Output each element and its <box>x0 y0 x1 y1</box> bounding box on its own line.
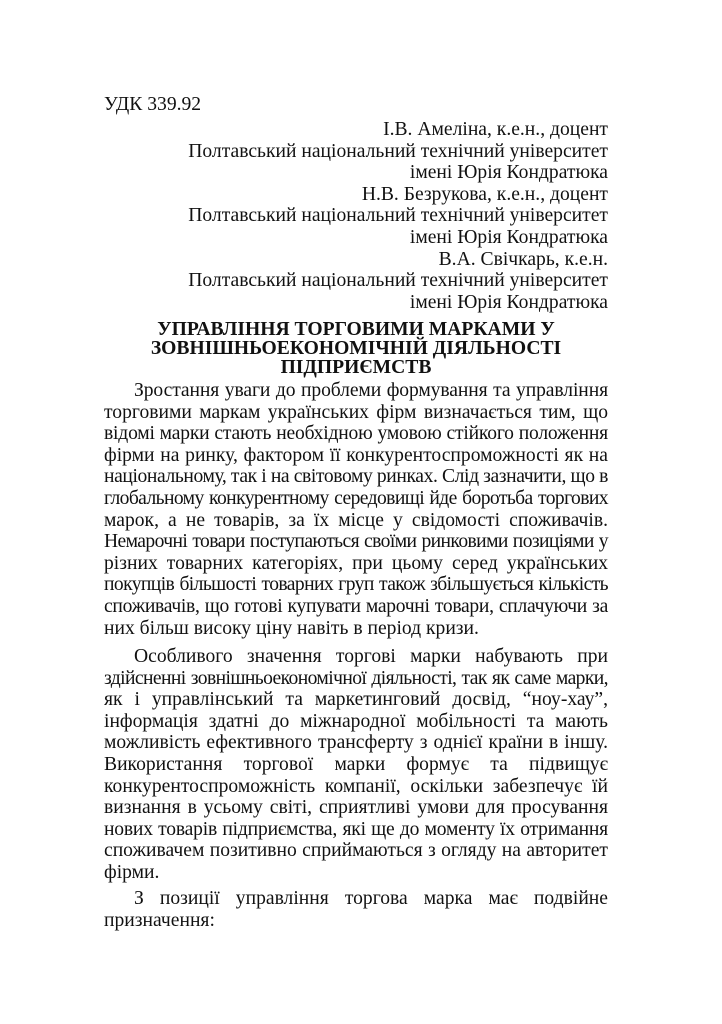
text-line: З позиції управління торгова марка має подвійне <box>134 888 608 909</box>
paragraph-1 <box>104 380 608 639</box>
text-line: покупців більшості товарних груп також збільшується кількість <box>104 574 608 596</box>
text-line: інформація здатні до міжнародної мобільності та мають <box>104 710 608 732</box>
text-line: глобальному конкурентному середовищі йде боротьба торгових <box>104 487 608 509</box>
title-line: ПІДПРИЄМСТВ <box>280 357 432 378</box>
text-line: фірми. <box>104 861 160 883</box>
paragraph-3 <box>104 888 608 931</box>
text-line: різних товарних категоріях, при цьому серед українських <box>104 552 608 574</box>
text-line: відомі марки стають необхідною умовою стійкого положення <box>104 423 608 445</box>
text-line: здійсненні зовнішньоекономічної діяльності, так як саме марки, <box>104 667 608 689</box>
author-block <box>104 119 608 313</box>
text-line: Використання торгової марки формує та підвищує <box>104 753 608 775</box>
text-line: визнання в усьому світі, сприятливі умови для просування <box>104 797 608 819</box>
text-line: Немарочні товари поступаються своїми ринковими позиціями у <box>104 531 608 553</box>
text-line: споживачів, що готові купувати марочні товари, сплачуючи за <box>104 595 608 617</box>
author-line: В.А. Свічкарь, к.е.н. <box>438 248 608 270</box>
author-line: імені Юрія Кондратюка <box>409 226 608 248</box>
text-line: споживачем позитивно сприймаються з огляду на авторитет <box>104 840 608 862</box>
author-line: Полтавський національний технічний університет <box>188 270 608 292</box>
udc-code <box>104 94 608 116</box>
paragraph-2 <box>104 646 608 884</box>
text-line: торговими маркам українських фірм визначається тим, що <box>104 401 608 423</box>
author-line: Полтавський національний технічний університет <box>188 140 608 162</box>
title-line: УПРАВЛІННЯ ТОРГОВИМИ МАРКАМИ У <box>157 319 555 340</box>
author-line: імені Юрія Кондратюка <box>409 162 608 184</box>
text-line: фірми на ринку, фактором її конкурентоспроможності як на <box>104 444 608 466</box>
text-line: нових товарів підприємства, які ще до моменту їх отримання <box>104 818 608 840</box>
text-line: конкурентоспроможність компанії, оскільки забезпечує їй <box>104 775 608 797</box>
text-line: призначення: <box>104 909 215 931</box>
author-line: Н.В. Безрукова, к.е.н., доцент <box>361 183 608 205</box>
text-line: марок, а не товарів, за їх місце у свідомості споживачів. <box>104 509 608 531</box>
text-line: них більш високу ціну навіть в період кризи. <box>104 617 479 639</box>
author-line: імені Юрія Кондратюка <box>409 291 608 313</box>
text-line: можливість ефективного трансферту з однієї країни в іншу. <box>104 732 608 754</box>
udc-text: УДК 339.92 <box>104 94 202 115</box>
author-line: Полтавський національний технічний університет <box>188 205 608 227</box>
text-line: як і управлінський та маркетинговий досвід, “ноу-хау”, <box>104 689 608 711</box>
title-line: ЗОВНІШНЬОЕКОНОМІЧНІЙ ДІЯЛЬНОСТІ <box>150 338 562 359</box>
text-line: національному, так і на світовому ринках. Слід зазначити, що в <box>104 466 608 488</box>
text-line: Зростання уваги до проблеми формування та управління <box>134 380 608 401</box>
author-line: І.В. Амеліна, к.е.н., доцент <box>383 119 608 140</box>
text-line: Особливого значення торгові марки набувають при <box>134 646 608 667</box>
article-title <box>104 320 608 377</box>
